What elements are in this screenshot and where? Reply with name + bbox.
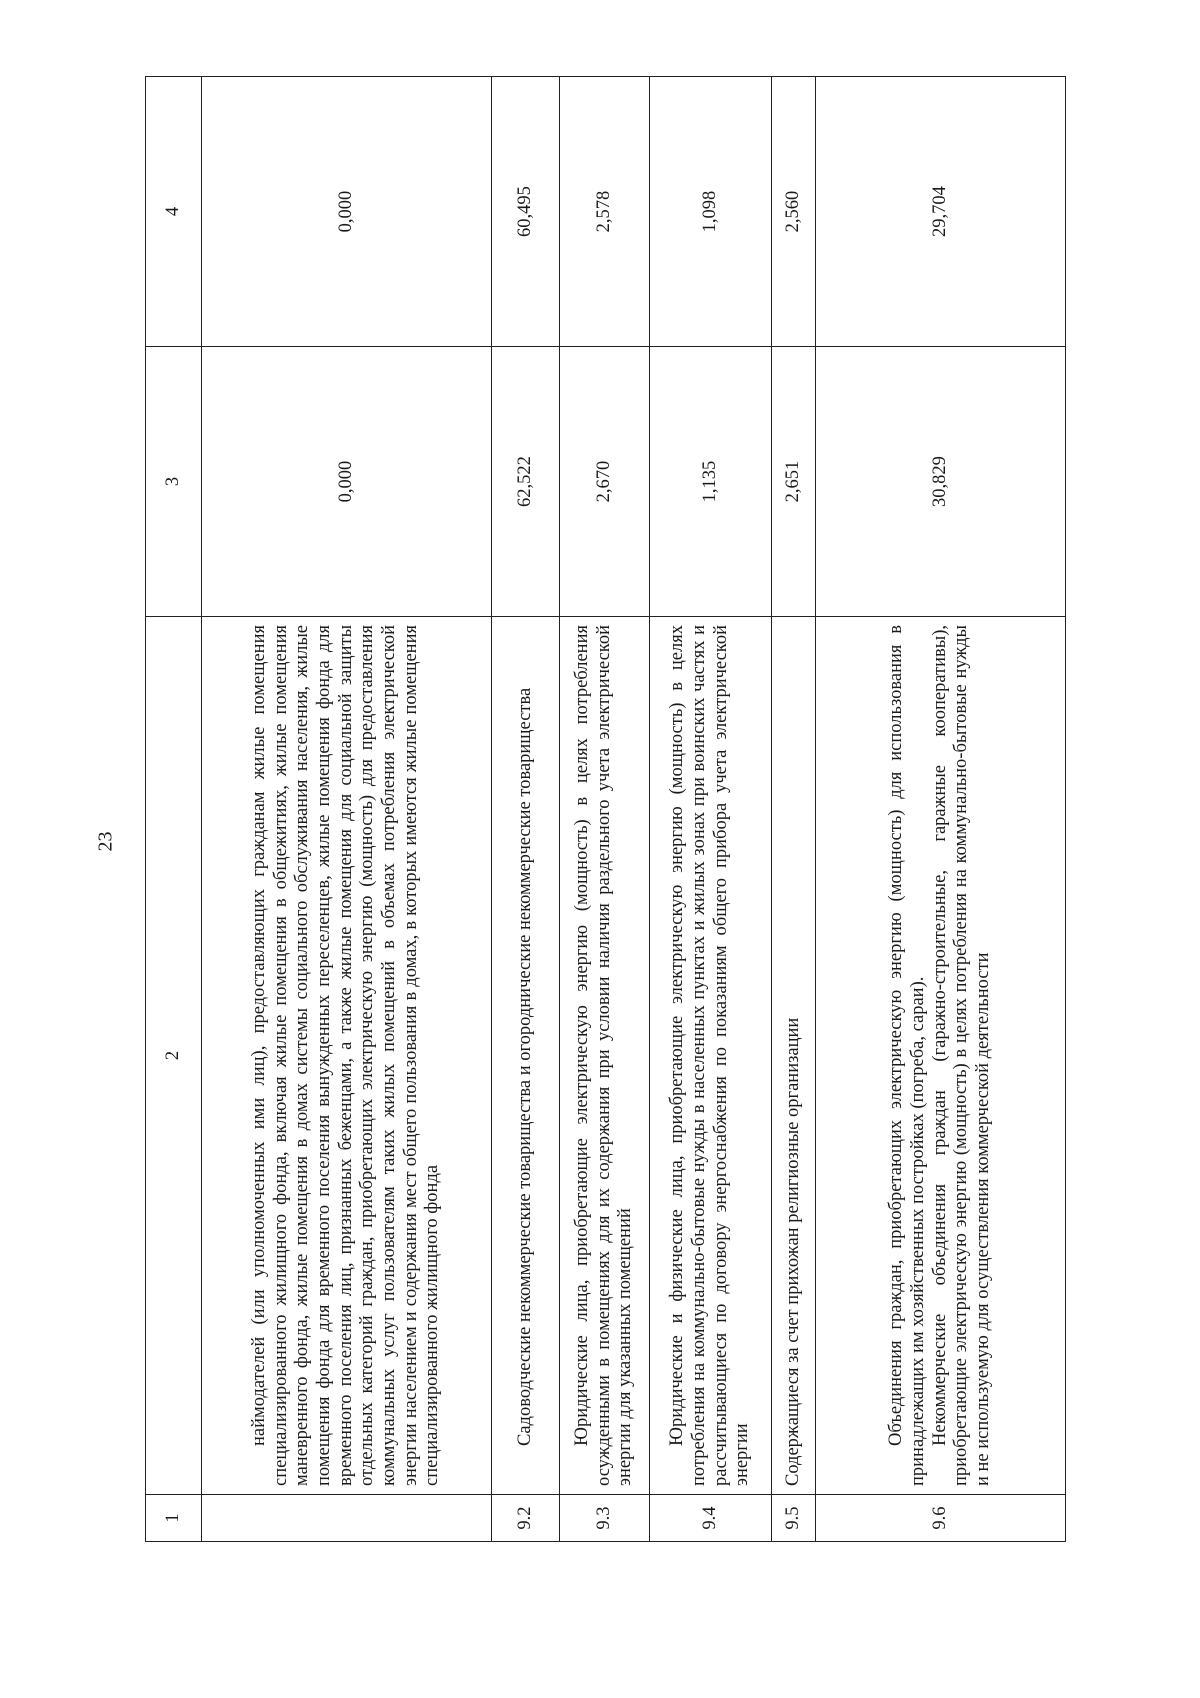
row-value-col4: 0,000 — [202, 77, 492, 347]
row-description-text: Садоводческие некоммерческие товарищества и огороднические некоммерческие товарищества — [514, 687, 535, 1446]
table-row — [202, 77, 492, 1542]
row-description-text: наймодателей (или уполномоченных ими лиц), предоставляющих гражданам жилые помещения специализированного жилищного фонда, включая жилые помещения в общежитиях, жилые помещения маневренного фонда, жилые помещения в домах системы социального обслуживания населения, жилые помещения фонда для временного поселения вынужденных переселенцев, жилые помещения фонда для временного поселения лиц, признанных беженцами, а также жилые помещения для социальной защиты отдельных категорий граждан, приобретающих электрическую энергию (мощность) для предоставления коммунальных услуг пользователям таких жилых помещений в объемах потребления электрической энергии населением и содержания мест общего пользования в домах, в которых имеются жилые помещения специализированного жилищного фонда — [249, 625, 443, 1486]
row-number: 9.5 — [772, 1495, 816, 1542]
row-description-text: Юридические и физические лица, приобретающие электрическую энергию (мощность) в целях потребления на коммунально-бытовые нужды в населенных пунктах и жилых зонах при воинских частях и рассчитывающиеся по договору энергоснабжения по показаниям общего прибора учета электрической энергии — [667, 625, 753, 1486]
row-description-text-a: Объединения граждан, приобретающих электрическую энергию (мощность) для использования в принадлежащих им хозяйственных постройках (погреба, сараи). — [886, 625, 929, 1486]
header-col-4: 4 — [146, 77, 202, 347]
row-value-col4: 2,560 — [772, 77, 816, 347]
row-value-col3: 1,135 — [650, 347, 772, 617]
rotated-table-wrapper — [145, 77, 1065, 1542]
row-value-col3: 62,522 — [492, 347, 560, 617]
table-row — [560, 77, 650, 1542]
table-row — [650, 77, 772, 1542]
header-col-1: 1 — [146, 1495, 202, 1542]
table-row — [492, 77, 560, 1542]
table-row — [772, 77, 816, 1542]
row-description — [772, 617, 816, 1495]
table-header-row — [146, 77, 202, 1542]
row-description-text: Содержащиеся за счет прихожан религиозные организации — [782, 1017, 803, 1486]
row-description — [650, 617, 772, 1495]
row-description — [560, 617, 650, 1495]
row-value-col4: 60,495 — [492, 77, 560, 347]
row-number: 9.3 — [560, 1495, 650, 1542]
header-col-2: 2 — [146, 617, 202, 1495]
row-number — [202, 1495, 492, 1542]
row-description — [492, 617, 560, 1495]
row-value-col4: 29,704 — [816, 77, 1066, 347]
row-value-col4: 2,578 — [560, 77, 650, 347]
row-value-col4: 1,098 — [650, 77, 772, 347]
page-number: 23 — [94, 831, 117, 852]
tariff-table — [145, 76, 1066, 1542]
row-number: 9.4 — [650, 1495, 772, 1542]
row-number: 9.2 — [492, 1495, 560, 1542]
row-value-col3: 2,651 — [772, 347, 816, 617]
row-description-text: Юридические лица, приобретающие электрическую энергию (мощность) в целях потребления осужденными в помещениях для их содержания при условии наличия раздельного учета электрической энергии для указанных помещений — [572, 625, 636, 1486]
row-value-col3: 2,670 — [560, 347, 650, 617]
row-description-text-b: Некоммерческие объединения граждан (гаражно-строительные, гаражные кооперативы), приобретающие электрическую энергию (мощность) в целях потребления на коммунально-бытовые нужды и не используемую для осуществления коммерческой деятельности — [929, 625, 993, 1486]
table-row — [816, 77, 1066, 1542]
row-number: 9.6 — [816, 1495, 1066, 1542]
row-value-col3: 0,000 — [202, 347, 492, 617]
row-description — [202, 617, 492, 1495]
row-value-col3: 30,829 — [816, 347, 1066, 617]
header-col-3: 3 — [146, 347, 202, 617]
row-description — [816, 617, 1066, 1495]
